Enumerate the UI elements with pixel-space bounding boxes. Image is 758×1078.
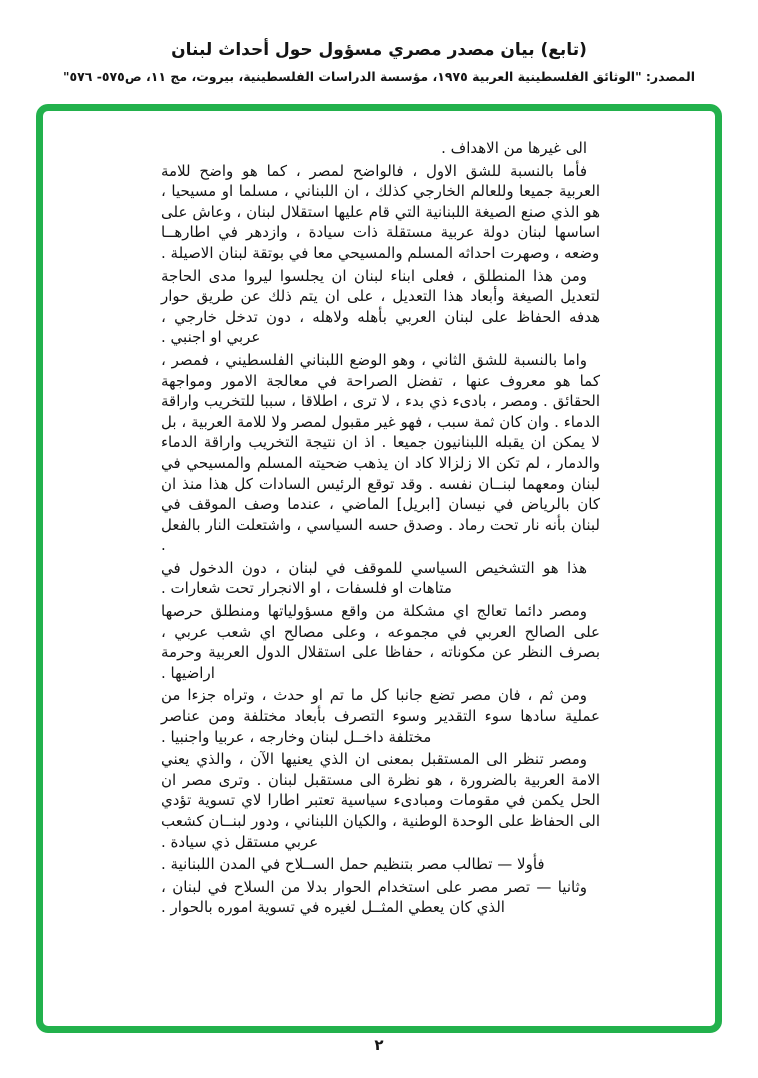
paragraph: فأما بالنسبة للشق الاول ، فالواضح لمصر ، كما هو واضح للامة العربية جميعا وللعالم الخارجي كذلك ، ان اللبناني ، مسلما او مسيحيا ، هو الذي صنع الصيغة اللبنانية التي قام عليها استقلال لبنان ، وعاش على اساسها لبنان دولة عربية مستقلة ذات سيادة ، وازدهر في اطارهــا وضعه ، وصهرت احداثه المسلم والمسيحي معا في بوتقة لبنان الاصيلة .	[161, 161, 600, 262]
paragraph: ومن ثم ، فان مصر تضع جانبا كل ما تم او حدث ، وتراه جزءا من عملية سادها سوء التقدير وسوء التصرف بأبعاد مختلفة ومن عناصر مختلفة داخــل لبنان وخارجه ، عربيا واجنبيا .	[161, 686, 600, 746]
page-number: ٢	[374, 1036, 384, 1054]
paragraph: واما بالنسبة للشق الثاني ، وهو الوضع اللبناني الفلسطيني ، فمصر ، كما هو معروف عنها ، تفضل الصراحة في معالجة الامور ومواجهة الحقائق . ومصر ، بادىء ذي بدء ، لا ترى ، اطلاقا ، سببا للتخريب واراقة الدماء . وان كان ثمة سبب ، فهو غير مقبول لمصر ولا للامة العربية ، بل لا يمكن ان يقبله اللبنانيون جميعا . اذ ان نتيجة التخريب واراقة الدماء والدمار ، لم تكن الا زلزالا كاد ان يذهب ضحيته المسلم والمسيحي في لبنان ومعهما لبنــان نفسه . وقد توقع الرئيس السادات كل هذا منذ ان كان بالرياض في نيسان [ابريل] الماضي ، عندما وصف الموقف في لبنان بأنه نار تحت رماد . وصدق حسه السياسي ، واشتعلت النار بالفعل .	[161, 350, 600, 555]
paragraph: الى غيرها من الاهداف .	[441, 139, 587, 157]
paragraph: فأولا — تطالب مصر بتنظيم حمل الســلاح في المدن اللبنانية .	[161, 855, 545, 874]
source-citation: المصدر: "الوثائق الفلسطينية العربية ١٩٧٥، مؤسسة الدراسات الفلسطينية، بيروت، مج ١١، ص٥٧٥- ٥٧٦"	[62, 69, 696, 84]
page-header	[0, 0, 758, 84]
document-body	[43, 111, 715, 928]
paragraph: وثانيا — تصر مصر على استخدام الحوار بدلا من السلاح في لبنان ، الذي كان يعطي المثــل لغيره في تسوية اموره بالحوار .	[161, 877, 587, 917]
paragraph: ومن هذا المنطلق ، فعلى ابناء لبنان ان يجلسوا ليروا مدى الحاجة لتعديل الصيغة وأبعاد هذا التعديل ، على ان يتم ذلك عن طريق حوار هدفه الحفاظ على لبنان العربي بأهله ولاهله ، دون تدخل خارجي ، عربي او اجنبي .	[161, 266, 600, 347]
paragraph: هذا هو التشخيص السياسي للموقف في لبنان ، دون الدخول في متاهات او فلسفات ، او الانجرار تحت شعارات .	[161, 558, 587, 598]
paragraph: ومصر دائما تعالج اي مشكلة من واقع مسؤولياتها ومنطلق حرصها على الصالح العربي في مجموعه ، وعلى مصالح اي شعب عربي ، بصرف النظر عن مكوناته ، حفاظا على استقلال الدول العربية وحرمة اراضيها .	[161, 602, 600, 682]
document-frame	[36, 104, 722, 1033]
document-title: (تابع) بيان مصدر مصري مسؤول حول أحداث لبنان	[171, 40, 587, 60]
paragraph: ومصر تنظر الى المستقبل بمعنى ان الذي يعنيها الآن ، والذي يعني الامة العربية بالضرورة ، هو نظرة الى مستقبل لبنان . وترى مصر ان الحل يكمن في مقومات ومبادىء سياسية تعتبر اطارا لاي تسوية تؤدي الى الحفاظ على الوحدة الوطنية ، والكيان اللبناني ، ودور لبنــان كشعب عربي مستقل ذي سيادة .	[161, 750, 600, 851]
page-footer	[0, 1035, 758, 1054]
